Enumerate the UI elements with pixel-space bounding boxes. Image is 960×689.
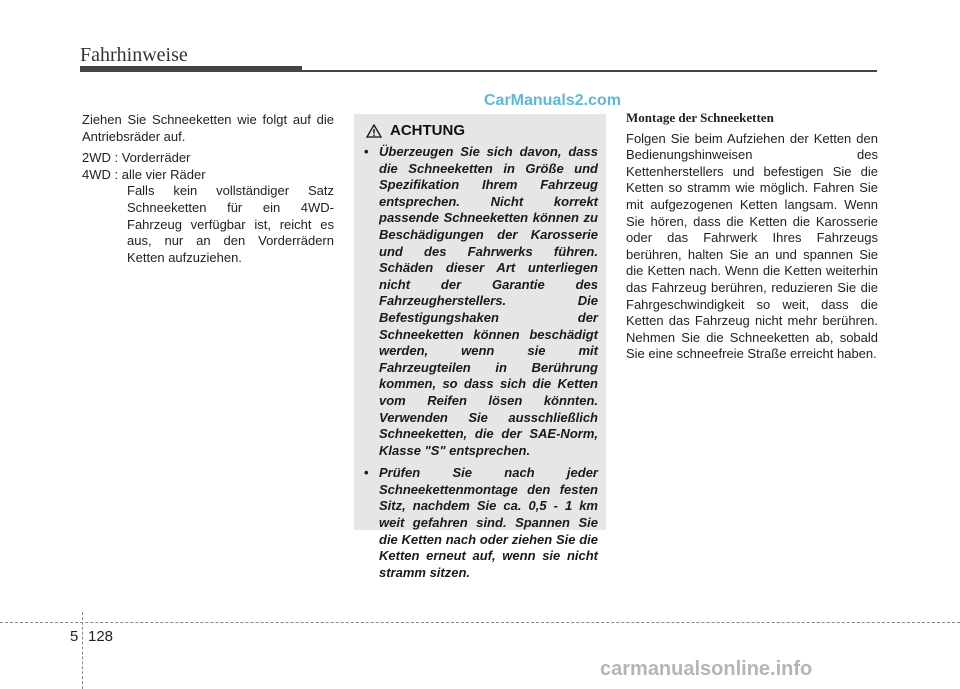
warning-title-text: ACHTUNG bbox=[390, 122, 465, 139]
section-heading: Montage der Schneeketten bbox=[626, 110, 774, 125]
line-4wd: 4WD : alle vier Räder bbox=[82, 166, 206, 182]
warning-item bbox=[364, 465, 598, 581]
footer-rule-horizontal bbox=[0, 622, 960, 623]
note-4wd: Falls kein vollständiger Satz Schneeketten für ein 4WD-Fahrzeug verfügbar ist, reicht es aus, nur an den Vorderrädern Ketten aufzuziehen. bbox=[127, 183, 334, 265]
warning-triangle-icon bbox=[366, 124, 382, 138]
header-rule-thick bbox=[80, 66, 302, 72]
bullet-dot: • bbox=[364, 465, 369, 481]
intro-paragraph: Ziehen Sie Schneeketten wie folgt auf die Antriebsräder auf. bbox=[82, 112, 334, 144]
section-body: Folgen Sie beim Aufziehen der Ketten den Bedienungshinweisen des Kettenherstellers und befestigen Sie die Ketten so stramm wie möglich. Fahren Sie mit aufgezogenen Ketten langsam. Wenn Sie hören, dass die Ketten die Karosserie oder das Fahrwerk Ihres Fahrzeugs berühren, halten Sie an und spannen Sie die Ketten nach. Wenn die Ketten weiterhin das Fahrzeug berühren, reduzieren Sie die Fahrgeschwindigkeit so weit, dass die Ketten das Fahrzeug nicht mehr berühren. Nehmen Sie die Schneeketten ab, sobald Sie eine schneefreie Straße erreicht haben. bbox=[626, 130, 878, 362]
warning-item-text: Prüfen Sie nach jeder Schneekettenmontage den festen Sitz, nachdem Sie ca. 0,5 - 1 km weit gefahren sind. Spannen Sie die Ketten nach oder ziehen Sie die Ketten erneut auf, wenn sie nicht stramm sitzen. bbox=[379, 465, 598, 580]
line-2wd: 2WD : Vorderräder bbox=[82, 150, 191, 166]
page-header-title: Fahrhinweise bbox=[80, 44, 188, 66]
warning-item-text: Überzeugen Sie sich davon, dass die Schneeketten in Größe und Spezifikation Ihrem Fahrzeug entsprechen. Nicht korrekt passende Schneeketten können zu Beschädigungen der Karosserie und des Fahrwerks führen. Schäden dieser Art unterliegen nicht der Garantie des Fahrzeugherstellers. Die Befestigungshaken der Schneeketten können beschädigt werden, wenn sie mit Fahrzeugteilen in Berührung kommen, so dass sich die Ketten vom Reifen lösen könnten. Verwenden Sie ausschließlich Schneeketten, die der SAE-Norm, Klasse "S" entsprechen. bbox=[379, 144, 598, 458]
warning-title bbox=[366, 122, 465, 139]
bullet-dot: • bbox=[364, 144, 369, 159]
warning-list bbox=[364, 144, 598, 587]
chapter-number: 5 bbox=[70, 628, 79, 645]
warning-item bbox=[364, 144, 598, 459]
watermark-bottom: carmanualsonline.info bbox=[600, 658, 813, 680]
header-rule-thin bbox=[302, 70, 877, 72]
footer-rule-vertical bbox=[82, 612, 83, 689]
column-right bbox=[626, 110, 878, 363]
watermark-top: CarManuals2.com bbox=[484, 92, 621, 109]
page-number: 128 bbox=[88, 628, 114, 645]
warning-box bbox=[354, 114, 606, 580]
column-left bbox=[82, 112, 334, 266]
